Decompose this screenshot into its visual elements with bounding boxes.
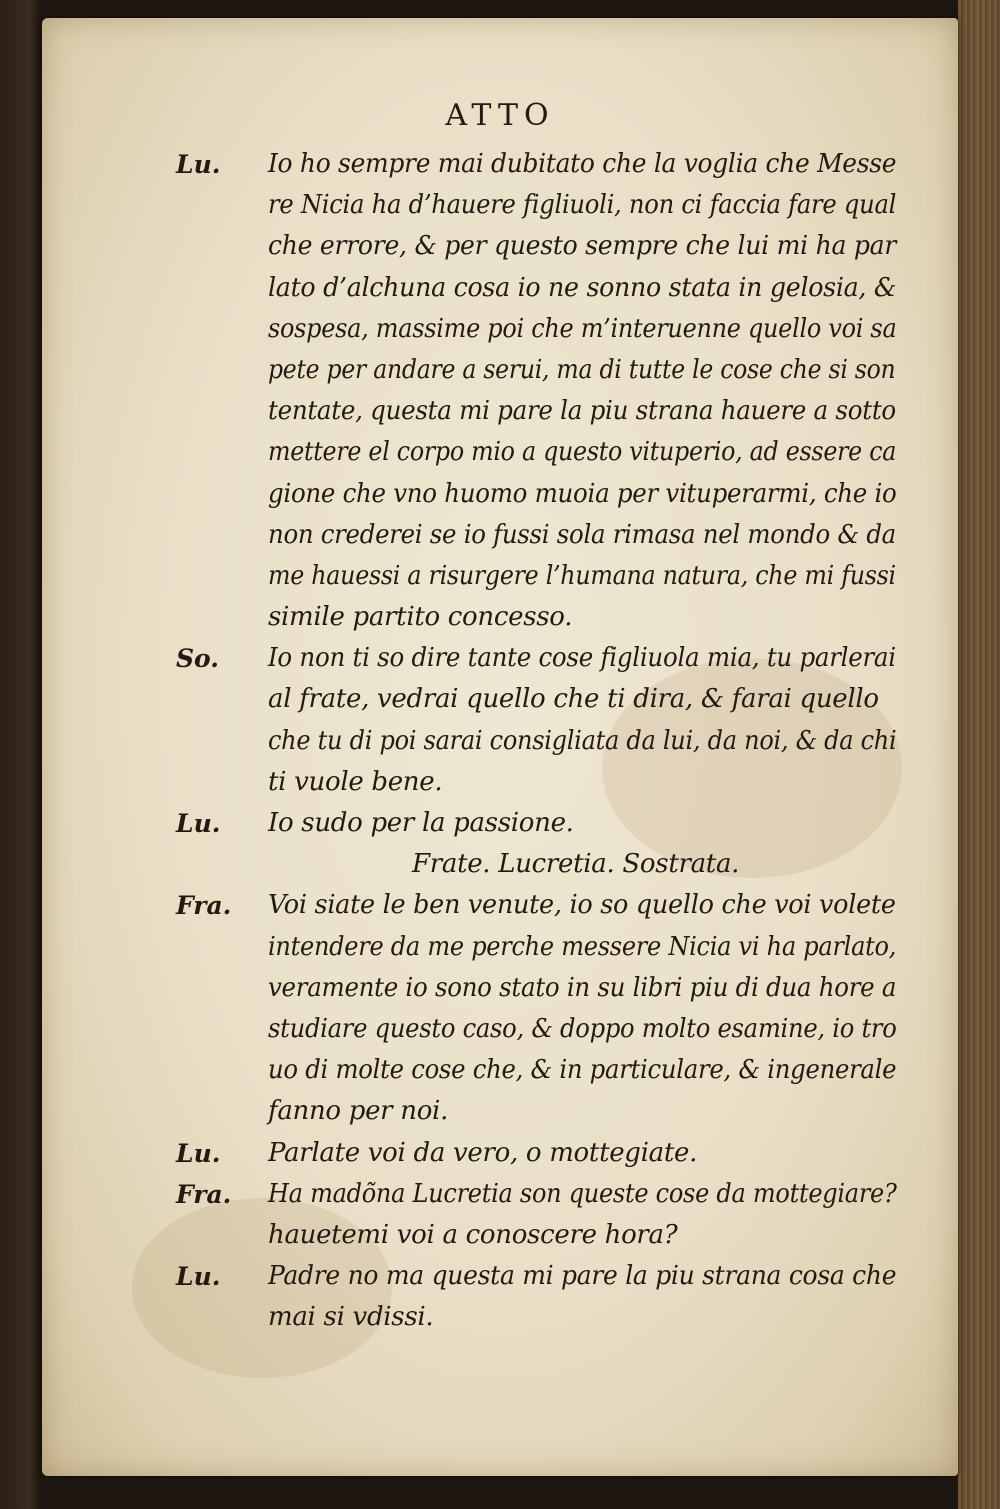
line-text: Io ho sempre mai dubitato che la voglia che Messe <box>268 149 897 179</box>
text-line <box>42 1050 958 1091</box>
text-line <box>42 432 958 473</box>
line-text: Io non ti so dire tante cose figliuola mia, tu parlerai <box>268 643 896 674</box>
text-line <box>42 1215 958 1256</box>
line-text: mai si vdissi. <box>268 1302 434 1333</box>
text-line <box>42 885 958 926</box>
book-page <box>42 18 958 1476</box>
line-text: che tu di poi sarai consigliata da lui, da noi, & da chi <box>268 725 897 756</box>
text-line <box>42 721 958 762</box>
line-text: Parlate voi da vero, o mottegiate. <box>268 1137 698 1168</box>
line-text: veramente io sono stato in su libri piu di dua hore a <box>268 972 897 1003</box>
line-text: ti vuole bene. <box>268 766 443 797</box>
text-line <box>42 638 958 679</box>
line-text: studiare questo caso, & doppo molto esamine, io tro <box>268 1013 897 1044</box>
text-line <box>42 1009 958 1050</box>
line-text: Padre no ma questa mi pare la piu strana cosa che <box>268 1261 897 1292</box>
speaker-label: Lu. <box>176 1138 221 1168</box>
line-text: Ha madõna Lucretia son queste cose da mottegiare? <box>268 1178 897 1209</box>
text-line <box>42 1297 958 1338</box>
running-head: ATTO <box>445 98 555 133</box>
line-text: lato d’alchuna cosa io ne sonno stata in gelosia, & <box>268 272 897 303</box>
text-line <box>42 515 958 556</box>
page-edge <box>958 0 1000 1509</box>
speaker-label: Lu. <box>176 809 221 838</box>
stage-direction: Frate. Lucretia. Sostrata. <box>412 849 740 880</box>
line-text: mettere el corpo mio a questo vituperio, ad essere ca <box>268 437 897 468</box>
text-line <box>42 844 958 885</box>
text-line <box>42 350 958 391</box>
speaker-label: Fra. <box>176 891 232 921</box>
text-block <box>42 144 958 1338</box>
line-text: gione che vno huomo muoia per vituperarmi, che io <box>268 478 897 509</box>
text-line <box>42 679 958 720</box>
text-line <box>42 927 958 968</box>
text-line <box>42 1256 958 1297</box>
text-line <box>42 968 958 1009</box>
line-text: intendere da me perche messere Nicia vi ha parlato, <box>268 931 897 962</box>
text-line <box>42 185 958 226</box>
text-line <box>42 226 958 267</box>
line-text: al frate, vedrai quello che ti dira, & farai quello <box>268 684 879 715</box>
speaker-label: So. <box>176 644 219 674</box>
text-line <box>42 1133 958 1174</box>
line-text: re Nicia ha d’hauere figliuoli, non ci faccia fare qual <box>268 190 897 221</box>
line-text: fanno per noi. <box>268 1096 449 1127</box>
speaker-label: Lu. <box>176 150 221 179</box>
line-text: che errore, & per questo sempre che lui mi ha par <box>268 231 897 262</box>
line-text: sospesa, massime poi che m’interuenne quello voi sa <box>268 313 897 344</box>
line-text: me hauessi a risurgere l’humana natura, che mi fussi <box>268 560 896 591</box>
text-line <box>42 597 958 638</box>
speaker-label: Fra. <box>176 1179 232 1209</box>
line-text: hauetemi voi a conoscere hora? <box>268 1219 678 1250</box>
text-line <box>42 144 958 185</box>
text-line <box>42 762 958 803</box>
text-line <box>42 474 958 515</box>
text-line <box>42 803 958 844</box>
text-line <box>42 1174 958 1215</box>
text-line <box>42 556 958 597</box>
line-text: non crederei se io fussi sola rimasa nel mondo & da <box>268 519 896 550</box>
line-text: simile partito concesso. <box>268 602 573 633</box>
line-text: uo di molte cose che, & in particulare, & ingenerale <box>268 1055 897 1086</box>
speaker-label: Lu. <box>176 1262 221 1292</box>
text-line <box>42 309 958 350</box>
text-line <box>42 1091 958 1132</box>
line-text: tentate, questa mi pare la piu strana hauere a sotto <box>268 396 896 427</box>
line-text: Io sudo per la passione. <box>268 808 574 838</box>
line-text: Voi siate le ben venute, io so quello che voi volete <box>268 890 896 921</box>
text-line <box>42 391 958 432</box>
text-line <box>42 268 958 309</box>
line-text: pete per andare a serui, ma di tutte le cose che si son <box>268 354 896 385</box>
